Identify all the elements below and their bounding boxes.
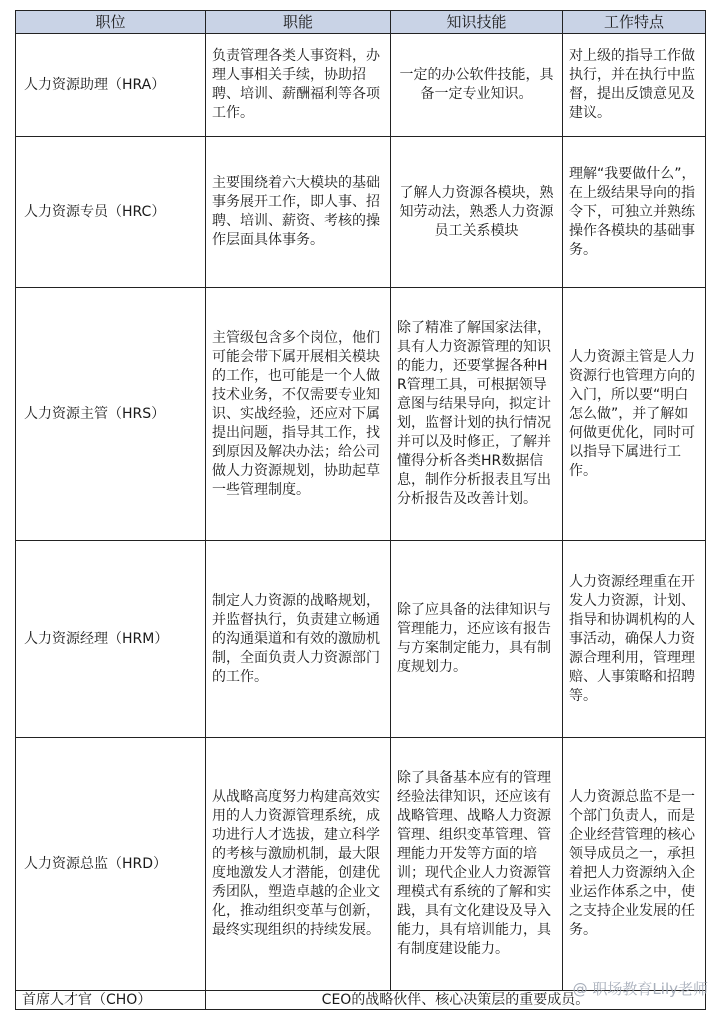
watermark: @ 职场教育Lily老师 — [572, 980, 708, 998]
duty-cell: 负责管理各类人事资料，办理人事相关手续，协助招聘、培训、薪酬福利等各项工作。 — [206, 34, 391, 137]
role-cell: 人力资源专员（HRC） — [16, 137, 206, 288]
duty-cell: 制定人力资源的战略规划，并监督执行，负责建立畅通的沟通渠道和有效的激励机制，全面负责人力资源部门的工作。 — [206, 541, 391, 738]
role-cell: 首席人才官（CHO） — [16, 991, 206, 1010]
header-row — [16, 11, 706, 34]
table-row — [16, 738, 706, 991]
duty-cell: 主管级包含多个岗位，他们可能会带下属开展相关模块的工作，也可能是一个人做技术业务，不仅需要专业知识、实战经验，还应对下属提出问题，指导其工作，找到原因及解决办法；给公司做人力资源规划，协助起草一些管理制度。 — [206, 288, 391, 541]
skill-cell: 除了具备基本应有的管理经验法律知识，还应该有战略管理、战略人力资源管理、组织变革管理、管理能力开发等方面的培训；现代企业人力资源管理模式有系统的了解和实践，具有文化建设及导入能力，具有培训能力，具有制度建设能力。 — [391, 738, 563, 991]
header-position: 职位 — [16, 11, 206, 34]
feature-cell: 人力资源主管是人力资源行也管理方向的入门，所以要“明白怎么做”，并了解如何做更优化，同时可以指导下属进行工作。 — [563, 288, 706, 541]
hr-roles-table — [15, 10, 706, 1010]
role-cell: 人力资源总监（HRD） — [16, 738, 206, 991]
role-cell: 人力资源主管（HRS） — [16, 288, 206, 541]
feature-cell: 人力资源总监不是一个部门负责人，而是企业经营管理的核心领导成员之一，承担着把人力资源纳入企业运作体系之中，使之支持企业发展的任务。 — [563, 738, 706, 991]
duty-cell: 主要围绕着六大模块的基础事务展开工作，即人事、招聘、培训、薪资、考核的操作层面具体事务。 — [206, 137, 391, 288]
role-cell: 人力资源助理（HRA） — [16, 34, 206, 137]
skill-cell: 除了应具备的法律知识与管理能力，还应该有报告与方案制定能力，具有制度规划力。 — [391, 541, 563, 738]
hr-roles-document — [15, 10, 705, 1010]
feature-cell: 人力资源经理重在开发人力资源，计划、指导和协调机构的人事活动，确保人力资源合理利用，管理理赔、人事策略和招聘等。 — [563, 541, 706, 738]
role-cell: 人力资源经理（HRM） — [16, 541, 206, 738]
duty-cell: 从战略高度努力构建高效实用的人力资源管理系统，成功进行人才选拔，建立科学的考核与激励机制，最大限度地激发人才潜能，创建优秀团队，塑造卓越的企业文化，推动组织变革与创新，最终实现组织的持续发展。 — [206, 738, 391, 991]
skill-cell: 一定的办公软件技能，具备一定专业知识。 — [391, 34, 563, 137]
table-row — [16, 34, 706, 137]
skill-cell: 除了精准了解国家法律，具有人力资源管理的知识的能力，还要掌握各种HR管理工具，可根据领导意图与结果导向，拟定计划，监督计划的执行情况并可以及时修正，了解并懂得分析各类HR数据信息，制作分析报表且写出分析报告及改善计划。 — [391, 288, 563, 541]
table-row — [16, 288, 706, 541]
table-row — [16, 137, 706, 288]
header-skill: 知识技能 — [391, 11, 563, 34]
cho-description-cell: CEO的战略伙伴、核心决策层的重要成员。 — [206, 991, 706, 1010]
feature-cell: 理解“我要做什么”，在上级结果导向的指令下，可独立并熟练操作各模块的基础事务。 — [563, 137, 706, 288]
feature-cell: 对上级的指导工作做执行，并在执行中监督，提出反馈意见及建议。 — [563, 34, 706, 137]
table-row — [16, 541, 706, 738]
skill-cell: 了解人力资源各模块，熟知劳动法，熟悉人力资源员工关系模块 — [391, 137, 563, 288]
header-duty: 职能 — [206, 11, 391, 34]
header-feature: 工作特点 — [563, 11, 706, 34]
